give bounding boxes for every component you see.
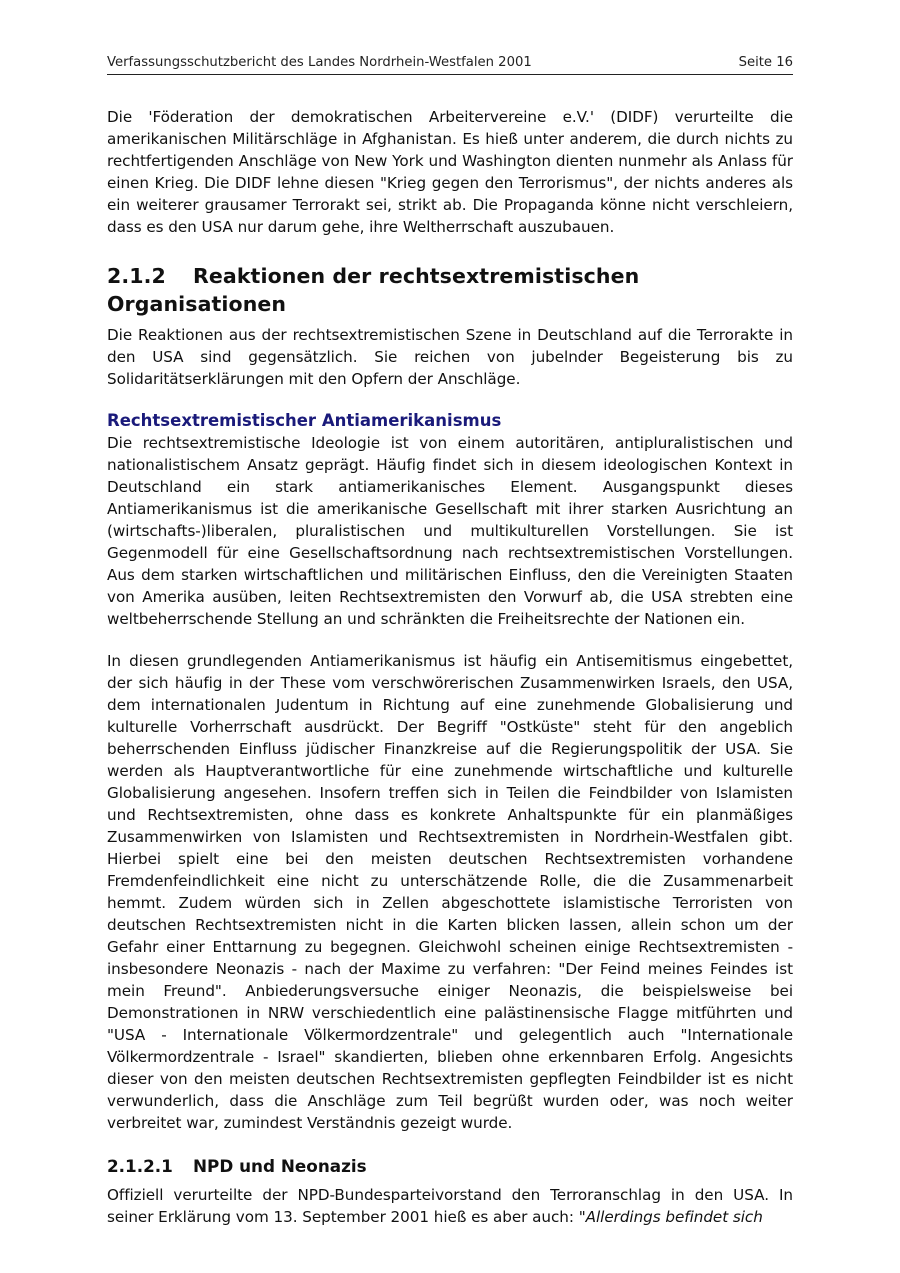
paragraph-ideologie: Die rechtsextremistische Ideologie ist von einem autoritären, antipluralistischen und nationalistischem Ansatz geprägt. Häufig findet sich in diesem ideologischen Kontext in Deutschland ein stark antiamerikanisches Element. Ausgangspunkt dieses Antiamerikanismus ist die amerikanische Gesellschaft mit ihrer starken Ausrichtung an (wirtschafts-)liberalen, pluralistischen und multikulturellen Vorstellungen. Sie ist Gegenmodell für eine Gesellschaftsordnung nach rechtsextremistischen Vorstellungen. Aus dem starken wirtschaftlichen und militärischen Einfluss, den die Vereinigten Staaten von Amerika ausüben, leiten Rechtsextremisten den Vorwurf ab, die USA strebten eine weltbeherrschende Stellung an und schränkten die Freiheitsrechte der Nationen ein. (107, 434, 793, 628)
running-header (107, 54, 793, 75)
section-number: 2.1.2.1 (107, 1156, 173, 1176)
section-number: 2.1.2 (107, 264, 166, 288)
paragraph-reaktionen: Die Reaktionen aus der rechtsextremistischen Szene in Deutschland auf die Terrorakte in den USA sind gegensätzlich. Sie reichen von jubelnder Begeisterung bis zu Solidaritätserklärungen mit den Opfern der Anschläge. (107, 326, 793, 388)
paragraph-npd (107, 1184, 793, 1228)
paragraph-didf: Die 'Föderation der demokratischen Arbeitervereine e.V.' (DIDF) verurteilte die amerikanischen Militärschläge in Afghanistan. Es hieß unter anderem, die durch nichts zu rechtfertigenden Anschläge von New York und Washington dienten nunmehr als Anlass für einen Krieg. Die DIDF lehne diesen "Krieg gegen den Terrorismus", der nichts anderes als ein weiterer grausamer Terrorakt sei, strikt ab. Die Propaganda könne nicht verschleiern, dass es den USA nur darum gehe, ihre Weltherrschaft auszubauen. (107, 108, 793, 236)
section-heading-2-1-2-1 (107, 1154, 793, 1178)
npd-quote: Allerdings befindet sich (585, 1208, 763, 1226)
section-title: Reaktionen der rechtsextremistischen Organisationen (107, 264, 640, 316)
page-number: Seite 16 (738, 55, 793, 70)
section-title: NPD und Neonazis (193, 1156, 367, 1176)
npd-text: Offiziell verurteilte der NPD-Bundesparteivorstand den Terroranschlag in den USA. In seiner Erklärung vom 13. September 2001 hieß es aber auch: " (107, 1186, 793, 1226)
subheading-antiamerikanismus: Rechtsextremistischer Antiamerikanismus (107, 411, 502, 430)
page-content (107, 106, 793, 1228)
paragraph-antisemitismus: In diesen grundlegenden Antiamerikanismus ist häufig ein Antisemitismus eingebettet, der sich häufig in der These vom verschwörerischen Zusammenwirken Israels, den USA, dem internationalen Judentum in Richtung auf eine zunehmende Globalisierung und kulturelle Vorherrschaft ausdrückt. Der Begriff "Ostküste" steht für den angeblich beherrschenden Einfluss jüdischer Finanzkreise auf die Regierungspolitik der USA. Sie werden als Hauptverantwortliche für eine zunehmende wirtschaftliche und kulturelle Globalisierung angesehen. Insofern treffen sich in Teilen die Feindbilder von Islamisten und Rechtsextremisten, ohne dass es konkrete Anhaltspunkte für ein planmäßiges Zusammenwirken von Islamisten und Rechtsextremisten in Nordrhein-Westfalen gibt. Hierbei spielt eine bei den meisten deutschen Rechtsextremisten vorhandene Fremdenfeindlichkeit eine nicht zu unterschätzende Rolle, die die Zusammenarbeit hemmt. Zudem würden sich in Zellen abgeschottete islamistische Terroristen von deutschen Rechtsextremisten nicht in die Karten blicken lassen, allein schon um der Gefahr einer Enttarnung zu begegnen. Gleichwohl scheinen einige Rechtsextremisten - insbesondere Neonazis - nach der Maxime zu verfahren: "Der Feind meines Feindes ist mein Freund". Anbiederungsversuche einiger Neonazis, die beispielsweise bei Demonstrationen in NRW verschiedentlich eine palästinensische Flagge mitführten und "USA - Internationale Völkermordzentrale" und gelegentlich auch "Internationale Völkermordzentrale - Israel" skandierten, blieben ohne erkennbaren Erfolg. Angesichts dieser von den meisten deutschen Rechtsextremisten gepflegten Feindbilder ist es nicht verwunderlich, dass die Anschläge zum Teil begrüßt wurden oder, was noch weiter verbreitet war, zumindest Verständnis gezeigt wurde. (107, 652, 793, 1132)
section-heading-2-1-2 (107, 262, 793, 318)
header-title: Verfassungsschutzbericht des Landes Nordrhein-Westfalen 2001 (107, 55, 532, 70)
